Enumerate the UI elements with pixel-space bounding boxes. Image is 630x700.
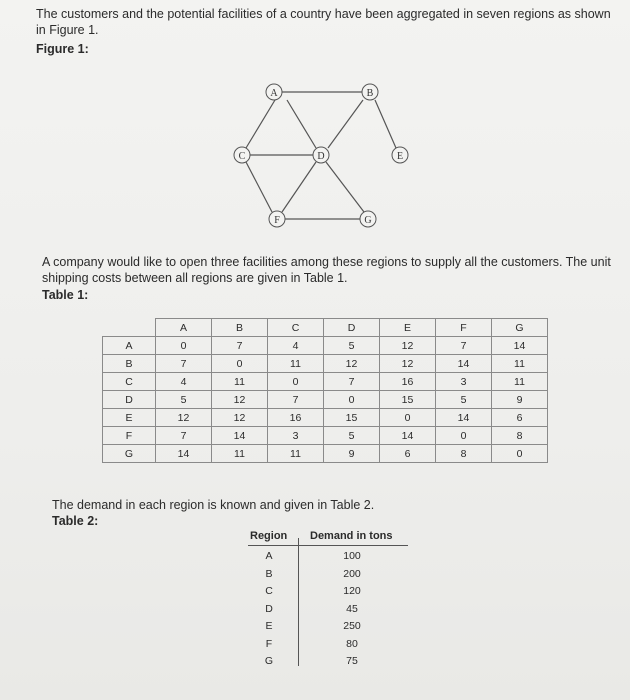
cost-cell: 5 [436, 391, 492, 409]
corner-cell [103, 319, 156, 337]
graph-label-a: A [270, 88, 278, 99]
cost-cell: 5 [324, 427, 380, 445]
cost-cell: 15 [324, 409, 380, 427]
cost-cell: 11 [492, 355, 548, 373]
graph-label-g: G [364, 215, 372, 226]
cost-cell: 0 [156, 337, 212, 355]
row-header: D [103, 391, 156, 409]
region-cell: F [265, 637, 273, 650]
row-header: A [103, 337, 156, 355]
cost-cell: 9 [324, 445, 380, 463]
row-header: E [103, 409, 156, 427]
cost-cell: 0 [436, 427, 492, 445]
column-header: F [436, 319, 492, 337]
cost-cell: 12 [380, 355, 436, 373]
demand-paragraph: The demand in each region is known and given in Table 2. [52, 498, 375, 512]
cost-cell: 7 [212, 337, 268, 355]
cost-cell: 0 [492, 445, 548, 463]
cost-cell: 14 [436, 355, 492, 373]
graph-label-d: D [317, 151, 325, 162]
region-header: Region [250, 530, 288, 542]
row-header: C [103, 373, 156, 391]
table1-label: Table 1: [42, 288, 89, 302]
cost-cell: 6 [492, 409, 548, 427]
cost-cell: 3 [436, 373, 492, 391]
column-header: G [492, 319, 548, 337]
table-header-row [103, 319, 548, 337]
cost-cell: 0 [380, 409, 436, 427]
cost-cell: 14 [380, 427, 436, 445]
cost-cell: 14 [212, 427, 268, 445]
table-row [103, 337, 548, 355]
graph-label-c: C [238, 151, 246, 162]
demand-cell: 120 [343, 585, 361, 597]
demand-cell: 45 [346, 602, 358, 615]
row-header: B [103, 355, 156, 373]
facility-paragraph: A company would like to open three facilities among these regions to supply all the customers. The unit shipping costs between all regions are given in Table 1. [42, 255, 611, 285]
table-row [103, 391, 548, 409]
cost-cell: 0 [268, 373, 324, 391]
demand-cell: 75 [346, 655, 358, 667]
cost-cell: 4 [268, 337, 324, 355]
cost-cell: 7 [324, 373, 380, 391]
cost-cell: 15 [380, 391, 436, 409]
row-header: F [103, 427, 156, 445]
column-header: A [156, 319, 212, 337]
column-header: B [212, 319, 268, 337]
cost-cell: 7 [436, 337, 492, 355]
column-rule [298, 538, 299, 666]
region-cell: D [265, 602, 273, 615]
table-row [103, 373, 548, 391]
demand-cell: 80 [346, 637, 358, 650]
cost-cell: 3 [268, 427, 324, 445]
table-row [103, 427, 548, 445]
table-row [103, 355, 548, 373]
cost-cell: 0 [212, 355, 268, 373]
region-graph [220, 78, 430, 234]
graph-label-b: B [366, 88, 374, 99]
cost-cell: 12 [156, 409, 212, 427]
cost-cell: 7 [268, 391, 324, 409]
cost-cell: 14 [436, 409, 492, 427]
shipping-cost-table [102, 318, 548, 463]
table-row [103, 409, 548, 427]
demand-cell: 250 [343, 620, 361, 632]
cost-cell: 11 [212, 445, 268, 463]
cost-cell: 12 [212, 391, 268, 409]
cost-cell: 4 [156, 373, 212, 391]
cost-cell: 5 [156, 391, 212, 409]
cost-cell: 11 [212, 373, 268, 391]
cost-cell: 14 [492, 337, 548, 355]
cost-cell: 12 [324, 355, 380, 373]
region-cell: B [265, 567, 273, 580]
cost-cell: 0 [324, 391, 380, 409]
figure-label: Figure 1: [36, 42, 89, 56]
header-rule [248, 545, 408, 546]
demand-cell: 200 [343, 567, 361, 580]
region-cell: G [264, 655, 274, 667]
cost-cell: 11 [268, 445, 324, 463]
row-header: G [103, 445, 156, 463]
cost-cell: 12 [380, 337, 436, 355]
cost-cell: 9 [492, 391, 548, 409]
cost-cell: 6 [380, 445, 436, 463]
graph-label-f: F [274, 215, 280, 226]
cost-cell: 7 [156, 355, 212, 373]
region-cell: E [265, 620, 273, 632]
table-row [103, 445, 548, 463]
cost-cell: 12 [212, 409, 268, 427]
demand-cell: 100 [343, 550, 361, 562]
cost-cell: 8 [492, 427, 548, 445]
column-header: D [324, 319, 380, 337]
column-header: C [268, 319, 324, 337]
column-header: E [380, 319, 436, 337]
graph-label-e: E [396, 151, 404, 162]
demand-header: Demand in tons [310, 530, 393, 542]
cost-cell: 16 [380, 373, 436, 391]
cost-cell: 11 [492, 373, 548, 391]
region-cell: A [265, 550, 273, 562]
cost-cell: 7 [156, 427, 212, 445]
cost-cell: 14 [156, 445, 212, 463]
table2-label: Table 2: [52, 514, 99, 528]
region-cell: C [265, 585, 273, 597]
cost-cell: 5 [324, 337, 380, 355]
cost-cell: 8 [436, 445, 492, 463]
cost-cell: 11 [268, 355, 324, 373]
intro-text: The customers and the potential facilities of a country have been aggregated in seven regions as shown in Figure 1. [36, 7, 611, 37]
cost-cell: 16 [268, 409, 324, 427]
